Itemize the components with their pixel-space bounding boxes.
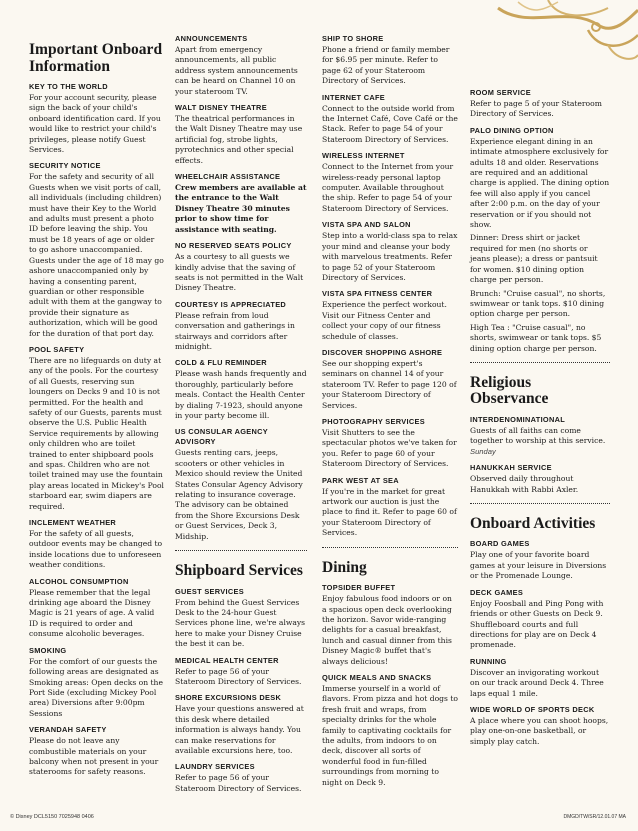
section-alcohol-consumption (29, 577, 164, 640)
section-title: KEY TO THE WORLD (29, 82, 108, 91)
body-text: Step into a world-class spa to relax your mind and cleanse your body with marvelous treatments. Refer to page 52 of your Stateroom Directory of Services. (322, 231, 458, 282)
section-title: WALT DISNEY THEATRE (175, 103, 267, 113)
section-wheelchair-assistance (175, 172, 307, 235)
section-body (322, 45, 458, 87)
section-title: HANUKKAH SERVICE (470, 463, 552, 473)
section-body (470, 668, 610, 699)
section-title: RUNNING (470, 656, 507, 666)
section-body (470, 426, 610, 457)
body-text: Please wash hands frequently and thoroughly, particularly before meals. Contact the Health Center by dialing 7-1923, should anyone in your party become ill. (175, 369, 307, 420)
section-park-west-at-sea (322, 476, 458, 539)
section-title: WIDE WORLD OF SPORTS DECK (470, 704, 595, 714)
section-body (322, 162, 458, 214)
body-text: Dinner: Dress shirt or jacket required for men (no shorts or jeans please); a dress or pantsuit for women. $10 dining option charge per person. (470, 233, 598, 285)
section-body (29, 356, 164, 512)
section-body (322, 594, 458, 667)
section-deck-games (470, 588, 610, 651)
body-text: Experience elegant dining in an intimate atmosphere exclusively for adults 18 and older. Reservations are required and an additional charge is applied. The dining option fee will also apply if you cancel after 2:00 p.m. on the day of your reservation or if you should not show. (470, 136, 610, 230)
body-text: Refer to page 5 of your Stateroom Directory of Services. (470, 99, 602, 119)
body-text: Please do not leave any combustible materials on your balcony when not present in your staterooms for safety reasons. (29, 736, 159, 777)
section-internet-cafe (322, 93, 458, 146)
section-title: ROOM SERVICE (470, 88, 531, 97)
section-title: INCLEMENT WEATHER (29, 518, 117, 528)
section-title: ALCOHOL CONSUMPTION (29, 576, 129, 586)
section-body (29, 736, 164, 778)
section-running (470, 657, 610, 699)
section-body (470, 474, 610, 495)
section-title: POOL SAFETY (29, 344, 85, 354)
section-vista-spa-and-salon (322, 220, 458, 283)
section-title: QUICK MEALS AND SNACKS (322, 672, 432, 682)
dotted-divider (470, 503, 610, 504)
body-text: Observed daily throughout Hanukkah with Rabbi Axler. (470, 474, 579, 494)
body-text: Guests renting cars, jeeps, scooters or other vehicles in Mexico should review the United States Consular Agency Advisory relating to insurance coverage. The advisory can be obtained from the Shore Excursions Desk or Guest Services, Deck 3, Midship. (175, 448, 303, 541)
section-body (322, 684, 458, 788)
section-body (470, 289, 610, 320)
section-ship-to-shore (322, 34, 458, 87)
section-title: GUEST SERVICES (175, 586, 244, 596)
body-text: As a courtesy to all guests we kindly advise that the saving of seats is not permitted in the Walt Disney Theatre. (175, 252, 304, 293)
column-1 (29, 42, 164, 784)
section-room-service (470, 88, 610, 120)
section-body (470, 550, 610, 581)
section-title: VISTA SPA FITNESS CENTER (322, 289, 433, 299)
section-body (470, 233, 610, 285)
section-title: TOPSIDER BUFFET (322, 583, 396, 593)
section-pool-safety (29, 345, 164, 512)
dotted-divider (470, 362, 610, 363)
section-title: INTERNET CAFE (322, 92, 386, 102)
body-text: Visit Shutters to see the spectacular photos we've taken for you. Refer to page 60 of your Stateroom Directory of Services. (322, 427, 457, 469)
section-title: SHIP TO SHORE (322, 34, 384, 43)
section-title: PHOTOGRAPHY SERVICES (322, 416, 425, 426)
section-body (470, 99, 610, 120)
section-quick-meals-and-snacks (322, 673, 458, 788)
section-body (175, 369, 307, 421)
section-hanukkah-service (470, 463, 610, 495)
section-board-games (470, 539, 610, 581)
section-laundry-services (175, 762, 307, 794)
section-no-reserved-seats-policy (175, 241, 307, 294)
section-body (322, 231, 458, 283)
section-body (175, 183, 307, 235)
section-us-consular-agency-advisory (175, 427, 307, 542)
body-text: Discover an invigorating workout on our track around Deck 4. Three laps equal 1 mile. (470, 667, 604, 698)
body-text: Brunch: "Cruise casual", no shorts, swimwear or tank tops. $10 dining option charge per person. (470, 288, 606, 319)
section-title: SMOKING (29, 645, 67, 655)
dotted-divider (175, 550, 307, 551)
body-text: There are no lifeguards on duty at any of the pools. For the courtesy of all Guests, reserving sun loungers on Decks 9 and 10 is not permitted. For the health and safety of our Guests, parents must observe the U.S. Public Health Service requirements by allowing only children who are toilet trained to enter shipboard pools and spas. Children who are not toilet trained may use the fountain play areas located in Mickey's Pool starboard ear, swim diapers are required. (29, 355, 164, 511)
section-interdenominational (470, 415, 610, 457)
body-text: Refer to page 56 of your Stateroom Directory of Services. (175, 666, 302, 686)
section-discover-shopping-ashore (322, 348, 458, 411)
section-body (175, 311, 307, 353)
section-inclement-weather (29, 518, 164, 571)
body-text: See our shopping expert's seminars on channel 14 of your stateroom TV. Refer to page 120 of your Stateroom Directory of Services. (322, 358, 457, 410)
section-body (175, 252, 307, 294)
section-title: INTERDENOMINATIONAL (470, 414, 566, 424)
section-courtesy-is-appreciated (175, 300, 307, 353)
section-body (175, 598, 307, 650)
section-title: NO RESERVED SEATS POLICY (175, 241, 292, 251)
section-title: MEDICAL HEALTH CENTER (175, 655, 279, 665)
body-text: For the safety of all guests, outdoor events may be changed to inside locations due to unforeseen weather conditions. (29, 529, 163, 570)
body-text: Crew members are available at the entrance to the Walt Disney Theatre 30 minutes prior to show time for assistance with seating. (175, 183, 307, 234)
section-title: SHORE EXCURSIONS DESK (175, 693, 282, 703)
section-title: ANNOUNCEMENTS (175, 34, 248, 43)
section-body (175, 448, 307, 542)
section-title: COURTESY IS APPRECIATED (175, 299, 287, 309)
section-body (322, 428, 458, 470)
body-text: High Tea : "Cruise casual", no shorts, swimwear or tank tops. $5 dining option charge per person. (470, 322, 602, 353)
section-heading-dining: Dining (322, 558, 367, 576)
section-body (175, 773, 307, 794)
section-body (470, 137, 610, 231)
body-text: Have your questions answered at this desk where detailed information is always handy. You can make reservations for available excursions here, too. (175, 704, 304, 755)
section-body (470, 599, 610, 651)
section-cold-flu-reminder (175, 358, 307, 421)
body-text: Connect to the outside world from the Internet Café, Cove Café or the Stack. Refer to page 54 of your Stateroom Directory of Services. (322, 103, 458, 144)
body-text: Please refrain from loud conversation and gatherings in stairways and corridors after midnight. (175, 310, 295, 351)
section-title: VISTA SPA AND SALON (322, 220, 411, 230)
section-medical-health-center (175, 656, 307, 688)
section-heading-shipboard-services: Shipboard Services (175, 562, 303, 580)
footer-right: DMGD/TW/SR/12.01.07 MA (563, 814, 626, 820)
column-4 (470, 88, 610, 753)
section-heading-onboard-activities: Onboard Activities (470, 514, 596, 532)
service-day: Sunday (470, 446, 496, 456)
section-title: WHEELCHAIR ASSISTANCE (175, 172, 281, 182)
body-text: For your account security, please sign the back of your child's onboard identification card. If you would like to restrict your child's privileges, please notify Guest Services. (29, 93, 161, 155)
body-text: A place where you can shoot hoops, play one-on-one basketball, or simply play catch. (470, 715, 609, 746)
section-body (175, 114, 307, 166)
section-key-to-the-world (29, 82, 164, 155)
section-wide-world-of-sports-deck (470, 705, 610, 747)
section-topsider-buffet (322, 583, 458, 667)
section-palo-dining-option (470, 126, 610, 354)
section-body (322, 359, 458, 411)
body-text: Enjoy fabulous food indoors or on a spacious open deck overlooking the horizon. Savor wide-ranging delights for a casual breakfast, lunch and casual dinner from this Disney Magic® buffet that's always delicious! (322, 594, 452, 666)
section-body (470, 323, 610, 354)
section-body (29, 172, 164, 339)
section-body (29, 657, 164, 719)
body-text: Guests of all faiths can come together to worship at this service. (470, 425, 606, 446)
section-title: BOARD GAMES (470, 539, 530, 549)
section-title: DISCOVER SHOPPING ASHORE (322, 347, 443, 357)
section-title: DECK GAMES (470, 587, 524, 597)
column-2 (175, 34, 307, 800)
section-photography-services (322, 417, 458, 470)
section-body (175, 704, 307, 756)
section-body (175, 667, 307, 688)
section-wireless-internet (322, 151, 458, 214)
body-text: Apart from emergency announcements, all public address system announcements can be heard on Channel 10 on your stateroom TV. (175, 45, 298, 96)
section-title: PARK WEST AT SEA (322, 475, 399, 485)
dotted-divider (322, 547, 458, 548)
section-walt-disney-theatre (175, 103, 307, 166)
section-verandah-safety (29, 725, 164, 778)
section-smoking (29, 646, 164, 719)
section-title: COLD & FLU REMINDER (175, 358, 267, 368)
section-vista-spa-fitness-center (322, 289, 458, 342)
body-text: If you're in the market for great artwork our auction is just the place to find it. Refer to page 60 of your Stateroom Directory of Services. (322, 486, 457, 538)
body-text: Experience the perfect workout. Visit our Fitness Center and collect your copy of our fitness schedule of classes. (322, 300, 447, 341)
section-body (29, 529, 164, 571)
body-text: Immerse yourself in a world of flavors. From pizza and hot dogs to fresh fruit and wraps, from specialty drinks for the whole family to captivating cocktails for the adults, from indoors to on deck, discover all sorts of wonderful food in fun-filled surroundings from morning to night on Deck 9. (322, 683, 458, 787)
section-security-notice (29, 161, 164, 339)
section-body (175, 45, 307, 97)
body-text: Refer to page 56 of your Stateroom Directory of Services. (175, 773, 302, 793)
section-guest-services (175, 587, 307, 650)
section-title: US CONSULAR AGENCY ADVISORY (175, 427, 268, 447)
section-announcements (175, 34, 307, 97)
body-text: Please remember that the legal drinking age aboard the Disney Magic is 21 years of age. A valid ID is required to order and consume alcoholic beverages. (29, 587, 155, 639)
section-body (322, 487, 458, 539)
section-title: SECURITY NOTICE (29, 161, 101, 171)
section-title: PALO DINING OPTION (470, 125, 554, 135)
section-body (29, 588, 164, 640)
body-text: Connect to the Internet from your wireless-ready personal laptop computer. Available throughout the ship. Refer to page 54 of your Stateroom Directory of Services. (322, 162, 454, 213)
section-body (470, 716, 610, 747)
section-title: LAUNDRY SERVICES (175, 762, 255, 772)
decorative-scroll-ornament (488, 0, 638, 70)
section-title: VERANDAH SAFETY (29, 725, 107, 735)
column-3 (322, 34, 458, 794)
body-text: From behind the Guest Services Desk to the 24-hour Guest Services phone line, we're always here to make your Disney Cruise the best it can be. (175, 597, 306, 649)
section-body (322, 104, 458, 146)
body-text: The theatrical performances in the Walt Disney Theatre may use artificial fog, strobe lights, pyrotechnics and other special effects. (175, 114, 303, 165)
section-body (322, 300, 458, 342)
body-text: Play one of your favorite board games at your leisure in Diversions or the Promenade Lounge. (470, 550, 607, 581)
body-text: Enjoy Foosball and Ping Pong with friends or other Guests on Deck 9. Shuffleboard courts and full directions for play are on Deck 4 promenade. (470, 598, 604, 650)
section-title: WIRELESS INTERNET (322, 151, 405, 161)
footer-left: © Disney DCL5150 7025948 0406 (10, 814, 94, 820)
section-shore-excursions-desk (175, 693, 307, 756)
section-body (29, 93, 164, 155)
body-text: Phone a friend or family member for $6.95 per minute. Refer to page 62 of your Stateroom Directory of Services. (322, 45, 450, 86)
body-text: For the safety and security of all Guests when we visit ports of call, all individuals (including children) must have their Key to the World and adults must present a photo ID before leaving the ship. You must be 18 years of age or older to go ashore unaccompanied. Guests under the age of 18 may go ashore unaccompanied only by having a consenting parent, guardian or other responsible adult with them at the gangway to provide their signature as authorization, which will be good for the duration of that port day. (29, 172, 164, 338)
section-heading-important-onboard-information: Important Onboard Information (29, 41, 163, 75)
body-text: For the comfort of our guests the following areas are designated as Smoking areas: Open decks on the Port Side (excluding Mickey Pool area) Diversions after 9:00pm Sessions (29, 656, 163, 718)
section-heading-religious-observance: Religious Observance (470, 373, 549, 408)
